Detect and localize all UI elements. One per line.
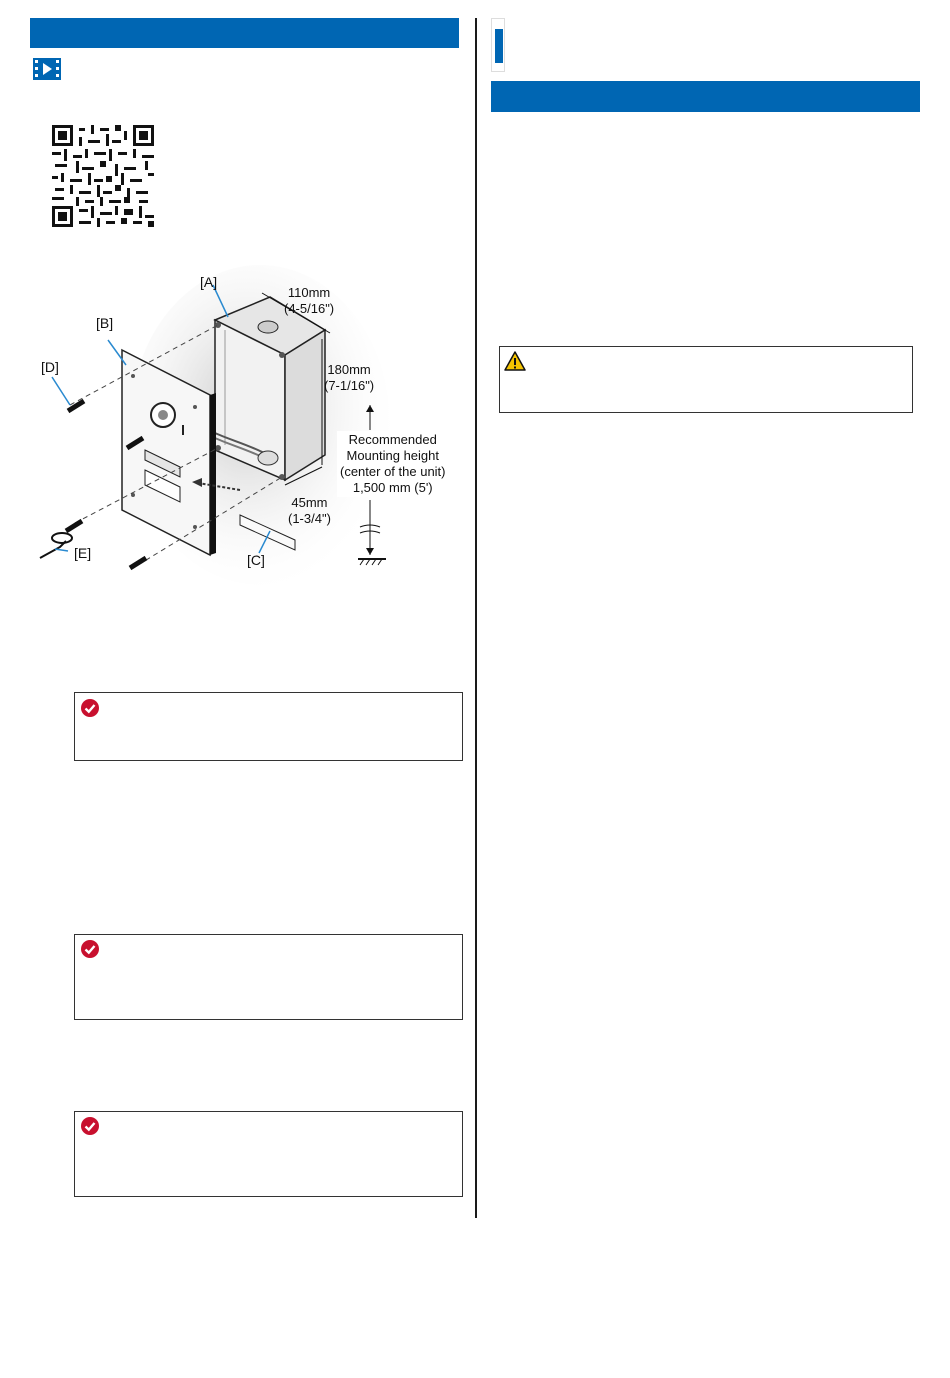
dimension-depth-mm: 45mm xyxy=(291,495,328,510)
section-marker xyxy=(491,18,505,72)
dimension-height-in: (7-1/16") xyxy=(324,378,375,393)
dimension-width xyxy=(284,285,334,317)
dimension-width-in: (4-5/16") xyxy=(284,301,335,316)
mounting-note-line2: Mounting height xyxy=(346,448,439,463)
warning-icon xyxy=(504,351,526,376)
check-icon xyxy=(81,699,99,722)
label-d: [D] xyxy=(41,359,59,375)
mounting-note-line1: Recommended xyxy=(348,432,437,447)
note-box-2 xyxy=(74,934,463,1020)
column-divider xyxy=(475,18,477,1218)
label-b: [B] xyxy=(96,315,114,331)
qr-code[interactable] xyxy=(52,125,154,227)
right-section-header-bar xyxy=(491,81,920,112)
mounting-height-note xyxy=(337,431,449,497)
note-box-3 xyxy=(74,1111,463,1197)
note-box-1 xyxy=(74,692,463,761)
check-icon xyxy=(81,940,99,963)
mounting-note-line4: 1,500 mm (5') xyxy=(352,480,433,495)
dimension-height xyxy=(324,362,374,394)
caution-box xyxy=(499,346,913,413)
label-a: [A] xyxy=(200,274,218,290)
installation-figure xyxy=(30,255,470,585)
left-section-header-bar xyxy=(30,18,459,48)
dimension-depth-in: (1-3/4") xyxy=(288,511,331,526)
dimension-height-mm: 180mm xyxy=(327,362,371,377)
label-c: [C] xyxy=(247,552,265,568)
dimension-depth xyxy=(288,495,331,527)
video-icon[interactable] xyxy=(33,58,61,80)
label-e: [E] xyxy=(74,545,92,561)
dimension-width-mm: 110mm xyxy=(287,285,331,300)
section-marker-fill xyxy=(495,29,503,63)
check-icon xyxy=(81,1117,99,1140)
mounting-note-line3: (center of the unit) xyxy=(340,464,446,479)
